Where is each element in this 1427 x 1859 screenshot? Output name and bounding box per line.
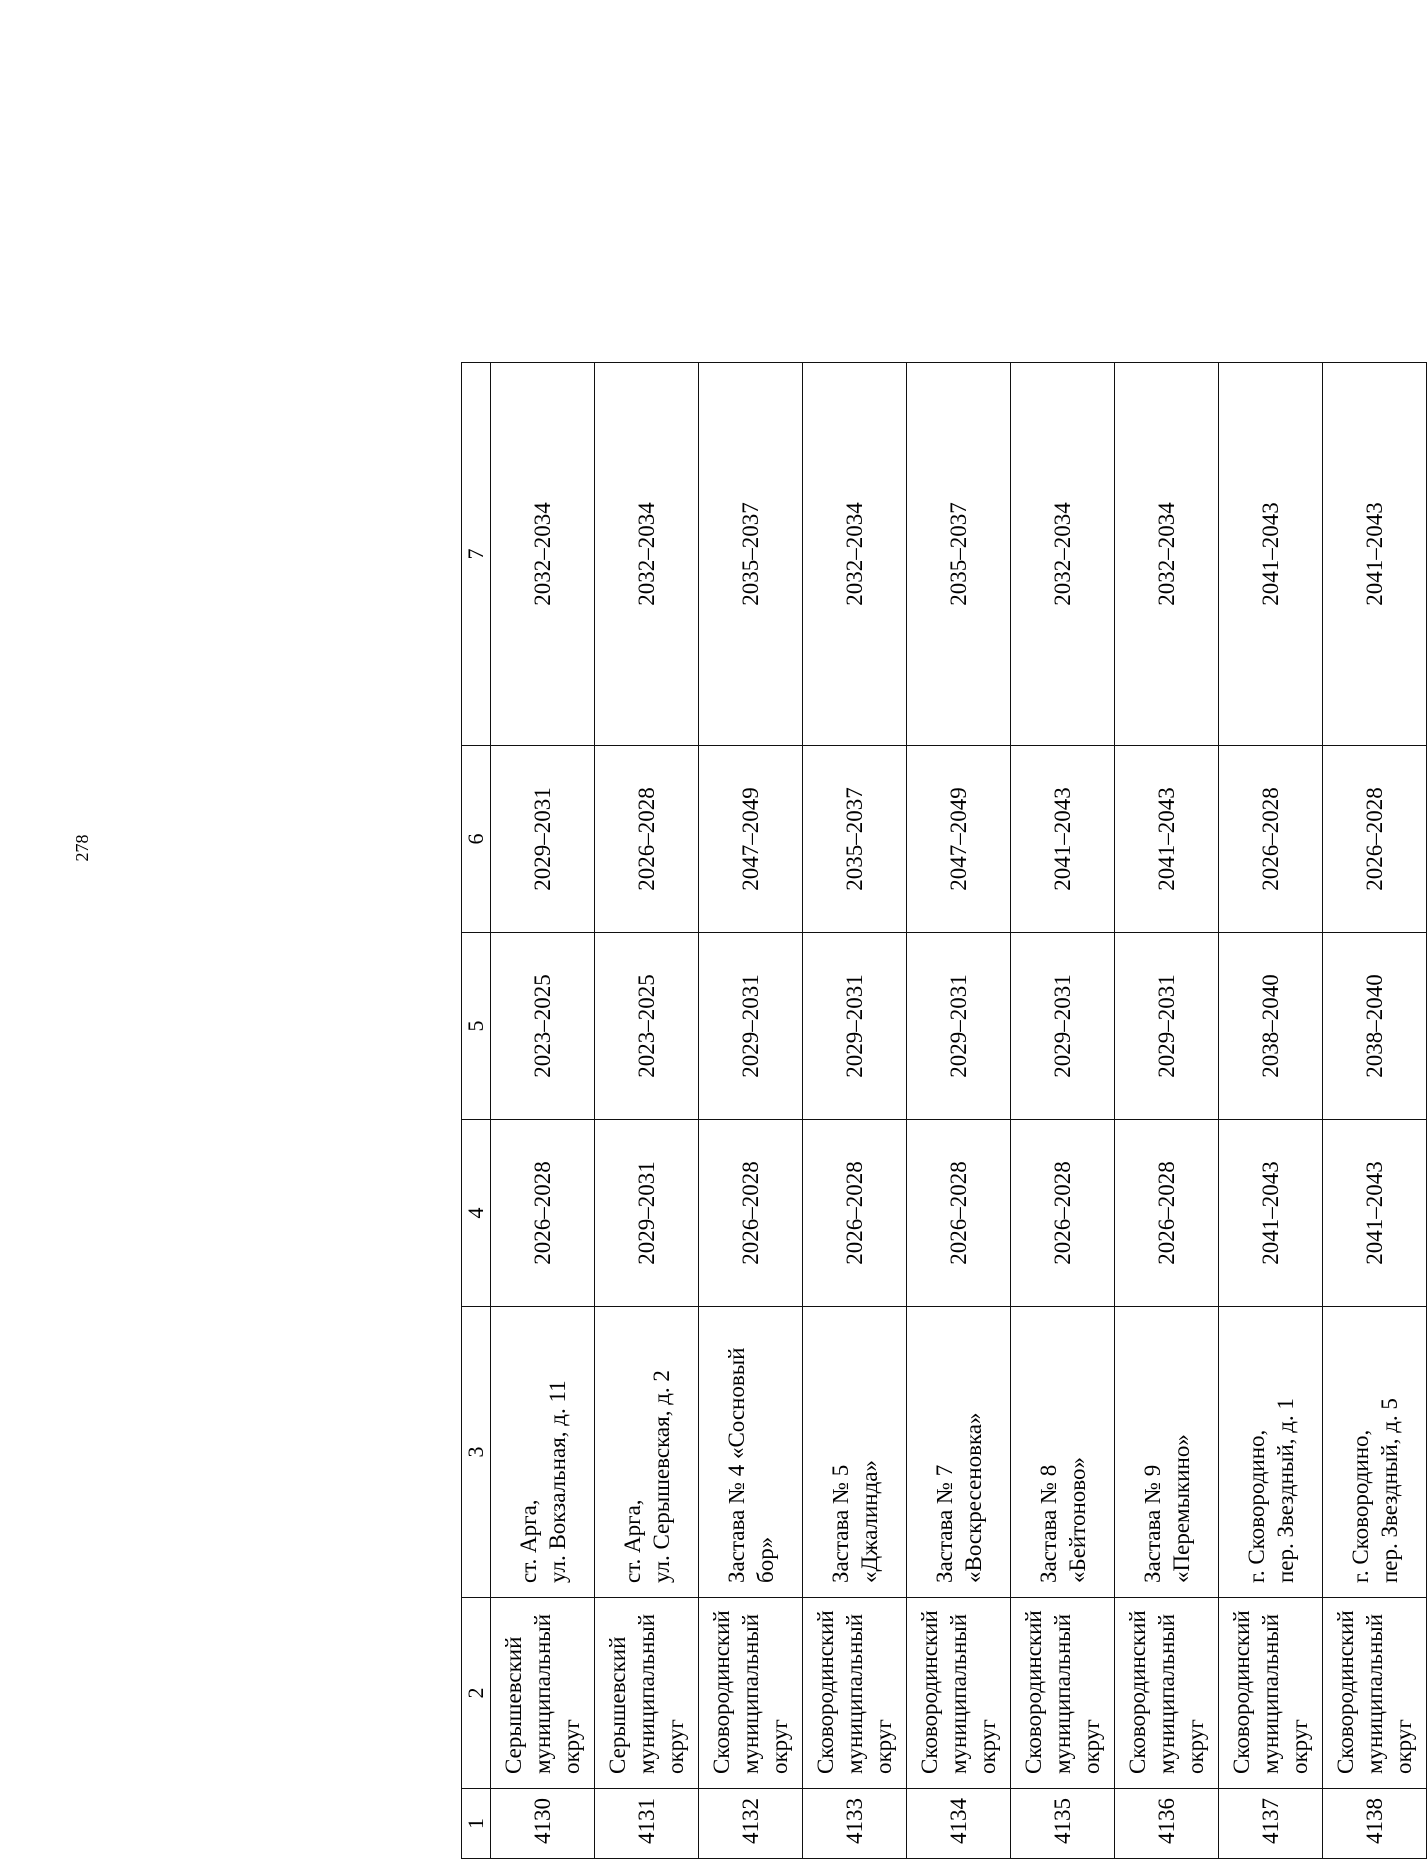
address-line-1: г. Сковородино, (1243, 1429, 1269, 1583)
address-cell (803, 1307, 907, 1598)
column-number-cell: 4 (462, 1120, 491, 1307)
schedule-table (461, 362, 1427, 1859)
page-number: 278 (72, 834, 92, 862)
column-number-cell: 5 (462, 933, 491, 1120)
district-cell: Сковородинский муниципальный округ (1115, 1598, 1219, 1789)
period-cell-col4: 2026–2028 (491, 1120, 595, 1307)
table-row (907, 363, 1011, 1859)
column-number-cell: 2 (462, 1598, 491, 1789)
period-cell-col4: 2041–2043 (1323, 1120, 1427, 1307)
district-cell: Сковородинский муниципальный округ (1011, 1598, 1115, 1789)
row-number-cell: 4131 (595, 1789, 699, 1859)
row-number-cell: 4138 (1323, 1789, 1427, 1859)
district-cell: Серышевский муниципальный округ (491, 1598, 595, 1789)
period-cell-col7: 2032–2034 (595, 363, 699, 746)
period-cell-col6: 2041–2043 (1011, 746, 1115, 933)
period-cell-col7: 2032–2034 (803, 363, 907, 746)
column-number-row (462, 363, 491, 1859)
address-line-1: Застава № 7 (931, 1464, 957, 1583)
column-number-cell: 3 (462, 1307, 491, 1598)
address-line-1: Застава № 5 (827, 1464, 853, 1583)
address-line-2: «Джалинда» (856, 1460, 882, 1583)
period-cell-col5: 2029–2031 (1011, 933, 1115, 1120)
period-cell-col7: 2032–2034 (1115, 363, 1219, 746)
row-number-cell: 4137 (1219, 1789, 1323, 1859)
period-cell-col5: 2029–2031 (803, 933, 907, 1120)
period-cell-col4: 2026–2028 (1115, 1120, 1219, 1307)
address-line-2: ул. Серышевская, д. 2 (648, 1370, 674, 1583)
row-number-cell: 4130 (491, 1789, 595, 1859)
period-cell-col6: 2026–2028 (1323, 746, 1427, 933)
row-number-cell: 4132 (699, 1789, 803, 1859)
address-line-1: Застава № 4 «Сосновый (723, 1347, 749, 1583)
period-cell-col4: 2041–2043 (1219, 1120, 1323, 1307)
period-cell-col4: 2026–2028 (907, 1120, 1011, 1307)
period-cell-col5: 2023–2025 (491, 933, 595, 1120)
period-cell-col5: 2029–2031 (699, 933, 803, 1120)
address-line-1: ст. Арга, (619, 1499, 645, 1583)
period-cell-col7: 2032–2034 (491, 363, 595, 746)
period-cell-col7: 2041–2043 (1219, 363, 1323, 746)
column-number-cell: 6 (462, 746, 491, 933)
row-number-cell: 4133 (803, 1789, 907, 1859)
address-line-1: ст. Арга, (515, 1499, 541, 1583)
period-cell-col5: 2038–2040 (1219, 933, 1323, 1120)
table-row (595, 363, 699, 1859)
row-number-cell: 4134 (907, 1789, 1011, 1859)
period-cell-col6: 2026–2028 (595, 746, 699, 933)
period-cell-col7: 2035–2037 (907, 363, 1011, 746)
address-line-2: пер. Звездный, д. 1 (1272, 1398, 1298, 1583)
period-cell-col6: 2041–2043 (1115, 746, 1219, 933)
address-line-1: г. Сковородино, (1347, 1429, 1373, 1583)
period-cell-col4: 2026–2028 (803, 1120, 907, 1307)
column-number-cell: 7 (462, 363, 491, 746)
address-line-1: Застава № 8 (1035, 1464, 1061, 1583)
table-row (491, 363, 595, 1859)
table-row (1219, 363, 1323, 1859)
address-cell (595, 1307, 699, 1598)
rotated-table-container (461, 363, 1427, 1859)
period-cell-col6: 2047–2049 (699, 746, 803, 933)
table-row (1115, 363, 1219, 1859)
period-cell-col5: 2038–2040 (1323, 933, 1427, 1120)
period-cell-col7: 2041–2043 (1323, 363, 1427, 746)
period-cell-col4: 2029–2031 (595, 1120, 699, 1307)
address-cell (1323, 1307, 1427, 1598)
district-cell: Сковородинский муниципальный округ (907, 1598, 1011, 1789)
row-number-cell: 4136 (1115, 1789, 1219, 1859)
address-line-2: «Бейтоново» (1064, 1457, 1090, 1583)
district-cell: Сковородинский муниципальный округ (1323, 1598, 1427, 1789)
period-cell-col4: 2026–2028 (699, 1120, 803, 1307)
address-line-2: ул. Вокзальная, д. 11 (544, 1380, 570, 1583)
address-line-2: «Воскресеновка» (960, 1412, 986, 1583)
address-cell (907, 1307, 1011, 1598)
period-cell-col6: 2029–2031 (491, 746, 595, 933)
address-cell (1011, 1307, 1115, 1598)
address-line-2: пер. Звездный, д. 5 (1376, 1398, 1402, 1583)
address-line-2: «Перемыкино» (1168, 1434, 1194, 1583)
column-number-cell: 1 (462, 1789, 491, 1859)
district-cell: Сковородинский муниципальный округ (1219, 1598, 1323, 1789)
table-row (1323, 363, 1427, 1859)
period-cell-col5: 2029–2031 (1115, 933, 1219, 1120)
period-cell-col6: 2026–2028 (1219, 746, 1323, 933)
address-line-1: Застава № 9 (1139, 1464, 1165, 1583)
table-row (803, 363, 907, 1859)
row-number-cell: 4135 (1011, 1789, 1115, 1859)
district-cell: Сковородинский муниципальный округ (699, 1598, 803, 1789)
period-cell-col6: 2035–2037 (803, 746, 907, 933)
period-cell-col7: 2032–2034 (1011, 363, 1115, 746)
table-row (1011, 363, 1115, 1859)
table-row (699, 363, 803, 1859)
period-cell-col6: 2047–2049 (907, 746, 1011, 933)
period-cell-col5: 2023–2025 (595, 933, 699, 1120)
address-cell (1219, 1307, 1323, 1598)
address-cell (491, 1307, 595, 1598)
period-cell-col5: 2029–2031 (907, 933, 1011, 1120)
period-cell-col4: 2026–2028 (1011, 1120, 1115, 1307)
address-line-2: бор» (752, 1536, 778, 1583)
address-cell (699, 1307, 803, 1598)
district-cell: Серышевский муниципальный округ (595, 1598, 699, 1789)
district-cell: Сковородинский муниципальный округ (803, 1598, 907, 1789)
address-cell (1115, 1307, 1219, 1598)
period-cell-col7: 2035–2037 (699, 363, 803, 746)
